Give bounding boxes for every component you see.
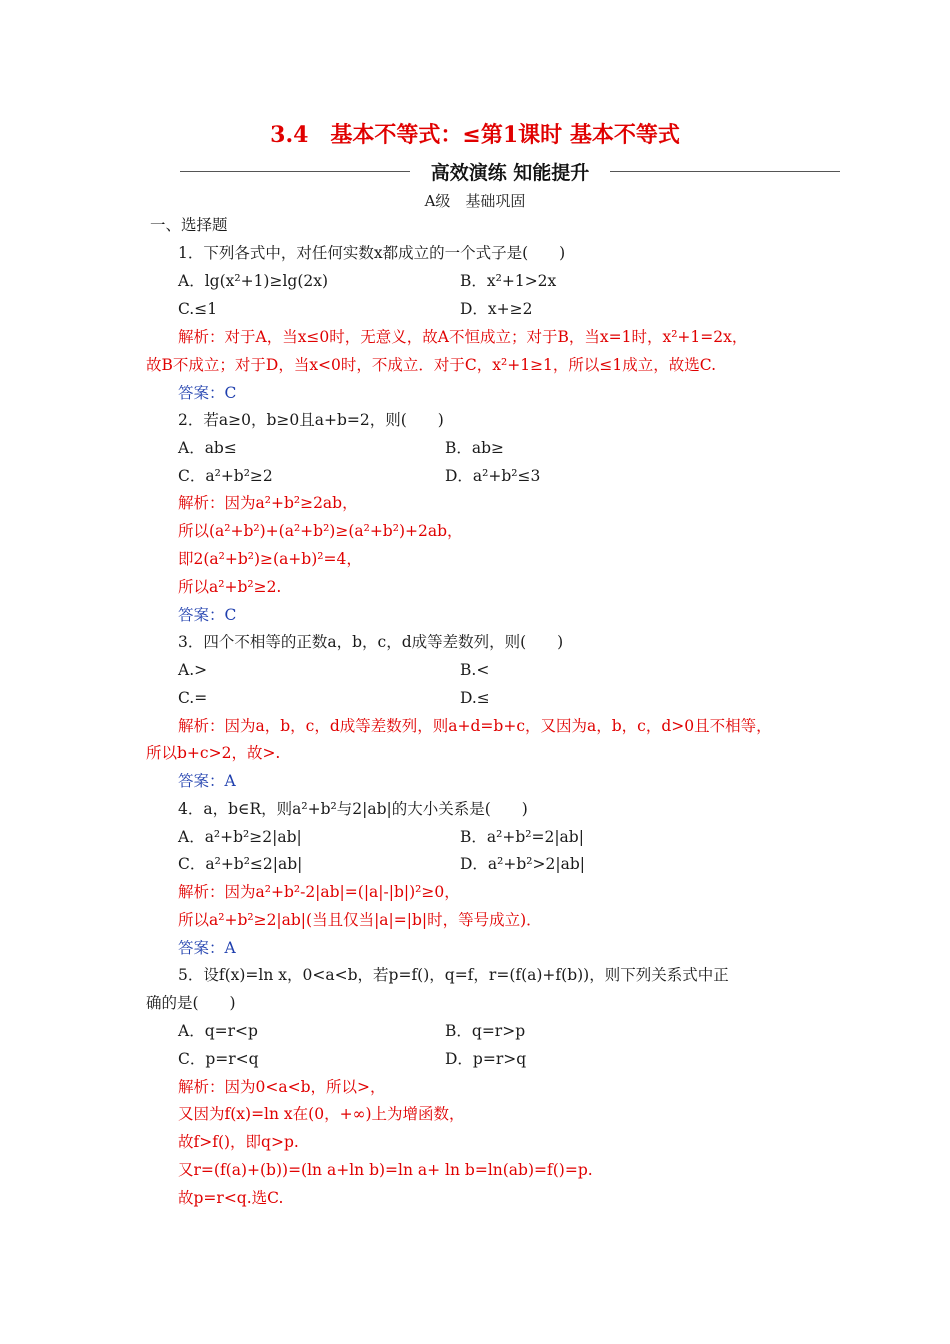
q5-option-a: A．q=r<p <box>178 1022 258 1040</box>
question-5-line-2: 确的是( ) <box>146 994 236 1012</box>
q4-analysis-line-2: 所以a²+b²≥2|ab|(当且仅当|a|=|b|时，等号成立)． <box>178 911 542 929</box>
banner-rule-right <box>610 171 840 172</box>
q5-analysis-line-1: 解析：因为0<a<b，所以>， <box>178 1078 386 1096</box>
q2-answer: 答案：C <box>178 606 237 624</box>
q1-answer: 答案：C <box>178 384 237 402</box>
q1-analysis-line-2: 故B不成立；对于D，当x<0时，不成立．对于C，x²+1≥1，所以≤1成立，故选C. <box>146 356 717 374</box>
q2-option-b: B．ab≥ <box>445 439 505 457</box>
level-heading: A级 基础巩固 <box>424 192 526 210</box>
q5-analysis-line-5: 故p=r<q.选C. <box>178 1189 284 1207</box>
question-3: 3．四个不相等的正数a，b，c，d成等差数列，则( ) <box>178 633 564 651</box>
q4-option-a: A．a²+b²≥2|ab| <box>178 828 302 846</box>
q4-option-c: C．a²+b²≤2|ab| <box>178 855 303 873</box>
q3-option-a: A.> <box>178 661 208 679</box>
q5-option-b: B．q=r>p <box>445 1022 526 1040</box>
q4-option-d: D．a²+b²>2|ab| <box>460 855 585 873</box>
q1-option-b: B．x²+1>2x <box>460 272 557 290</box>
q5-option-c: C．p=r<q <box>178 1050 259 1068</box>
q2-analysis-line-1: 解析：因为a²+b²≥2ab， <box>178 494 358 512</box>
q2-analysis-line-2: 所以(a²+b²)+(a²+b²)≥(a²+b²)+2ab， <box>178 522 463 540</box>
q5-analysis-line-2: 又因为f(x)=ln x在(0，+∞)上为增函数， <box>178 1105 465 1123</box>
q2-analysis-line-3: 即2(a²+b²)≥(a+b)²=4， <box>178 550 362 568</box>
q1-option-d: D．x+≥2 <box>460 300 533 318</box>
question-4: 4．a，b∈R，则a²+b²与2|ab|的大小关系是( ) <box>178 800 528 818</box>
q2-option-c: C．a²+b²≥2 <box>178 467 273 485</box>
q4-option-b: B．a²+b²=2|ab| <box>460 828 584 846</box>
section-heading: 一、选择题 <box>150 216 228 234</box>
section-banner <box>180 158 840 186</box>
q3-option-b: B.< <box>460 661 490 679</box>
q1-option-c: C.≤1 <box>178 300 218 318</box>
q4-answer: 答案：A <box>178 939 236 957</box>
q2-option-a: A．ab≤ <box>178 439 237 457</box>
question-2: 2．若a≥0，b≥0且a+b=2，则( ) <box>178 411 444 429</box>
q3-analysis-line-2: 所以b+c>2，故>. <box>146 744 281 762</box>
q1-analysis-line-1: 解析：对于A，当x≤0时，无意义，故A不恒成立；对于B，当x=1时，x²+1=2x， <box>178 328 748 346</box>
q2-analysis-line-4: 所以a²+b²≥2. <box>178 578 282 596</box>
q1-option-a: A．lg(x²+1)≥lg(2x) <box>178 272 329 290</box>
page-title: 3.4 基本不等式：≤第1课时 基本不等式 <box>270 122 680 148</box>
question-1: 1．下列各式中，对任何实数x都成立的一个式子是( ) <box>178 244 566 262</box>
banner-text: 高效演练 知能提升 <box>430 162 590 184</box>
q3-option-c: C.= <box>178 689 208 707</box>
q2-option-d: D．a²+b²≤3 <box>445 467 541 485</box>
q3-option-d: D.≤ <box>460 689 490 707</box>
q3-answer: 答案：A <box>178 772 236 790</box>
q4-analysis-line-1: 解析：因为a²+b²-2|ab|=(|a|-|b|)²≥0， <box>178 883 460 901</box>
q5-analysis-line-4: 又r=(f(a)+(b))=(ln a+ln b)=ln a+ ln b=ln(ab)=f()=p. <box>178 1161 593 1179</box>
q5-option-d: D．p=r>q <box>445 1050 527 1068</box>
q3-analysis-line-1: 解析：因为a，b，c，d成等差数列，则a+d=b+c，又因为a，b，c，d>0且不相等， <box>178 717 772 735</box>
q5-analysis-line-3: 故f>f()，即q>p. <box>178 1133 299 1151</box>
question-5-line-1: 5．设f(x)=ln x，0<a<b，若p=f()，q=f，r=(f(a)+f(b))，则下列关系式中正 <box>178 966 729 984</box>
